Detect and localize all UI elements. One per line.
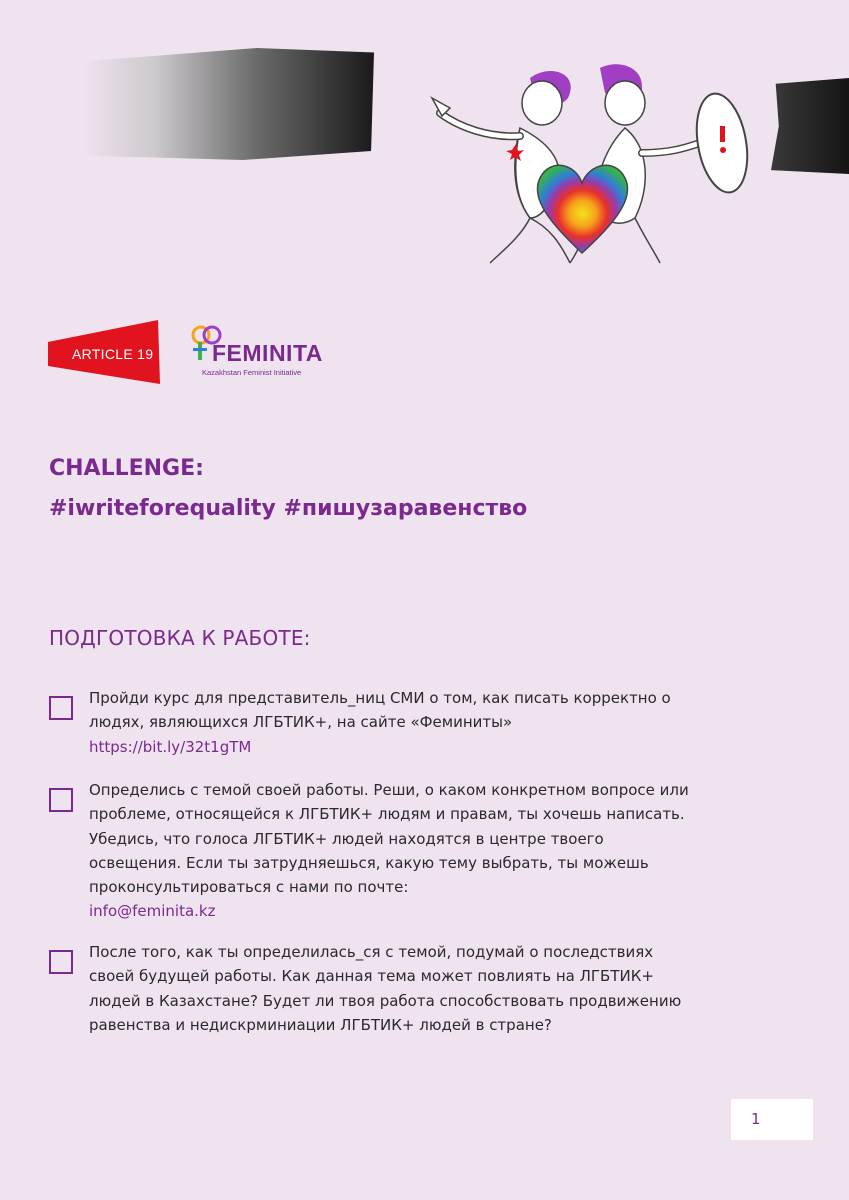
task-text: Определись с темой своей работы. Реши, о каком конкретном вопросе или проблеме, относящейся к ЛГБТИК+ людям и правам, ты хочешь написать. Убедись, что голоса ЛГБТИК+ людей находятся в центре твоего освещения. Если ты затрудняешься, какую тему выбрать, ты можешь проконсультироваться с нами по почте: xyxy=(89,781,689,897)
task-checkbox[interactable] xyxy=(49,696,73,720)
task-text: После того, как ты определилась_ся с темой, подумай о последствиях своей будущей работы. Как данная тема может повлиять на ЛГБТИК+ людей в Казахстане? Будет ли твоя работа способствовать продвижению равенства и недискрминиации ЛГБТИК+ людей в стране? xyxy=(89,943,682,1034)
task-checkbox[interactable] xyxy=(49,788,73,812)
preparation-heading: ПОДГОТОВКА К РАБОТЕ: xyxy=(49,626,311,650)
page-number-box xyxy=(731,1099,813,1140)
task-item xyxy=(49,778,689,924)
brush-stroke-left xyxy=(82,48,374,160)
task-item xyxy=(49,686,689,759)
task-checkbox[interactable] xyxy=(49,950,73,974)
challenge-title: CHALLENGE: xyxy=(49,456,204,481)
brush-stroke-right xyxy=(771,78,849,174)
course-link[interactable]: https://bit.ly/32t1gTM xyxy=(89,737,252,756)
article19-logo-text: ARTICLE 19 xyxy=(72,346,154,362)
task-text: Пройди курс для представитель_ниц СМИ о том, как писать корректно о людях, являющихся ЛГБТИК+, на сайте «Феминиты» xyxy=(89,689,671,732)
feminita-logo-subtitle: Kazakhstan Feminist Initiative xyxy=(202,368,302,377)
challenge-hashtags: #iwriteforequality #пишузаравенство xyxy=(49,496,528,521)
task-item xyxy=(49,940,689,1037)
illustration-two-women-heart xyxy=(420,58,760,268)
email-link[interactable]: info@feminita.kz xyxy=(89,902,216,921)
feminita-logo-wordmark: FEMINITA xyxy=(212,340,323,366)
page-number: 1 xyxy=(751,1110,761,1128)
